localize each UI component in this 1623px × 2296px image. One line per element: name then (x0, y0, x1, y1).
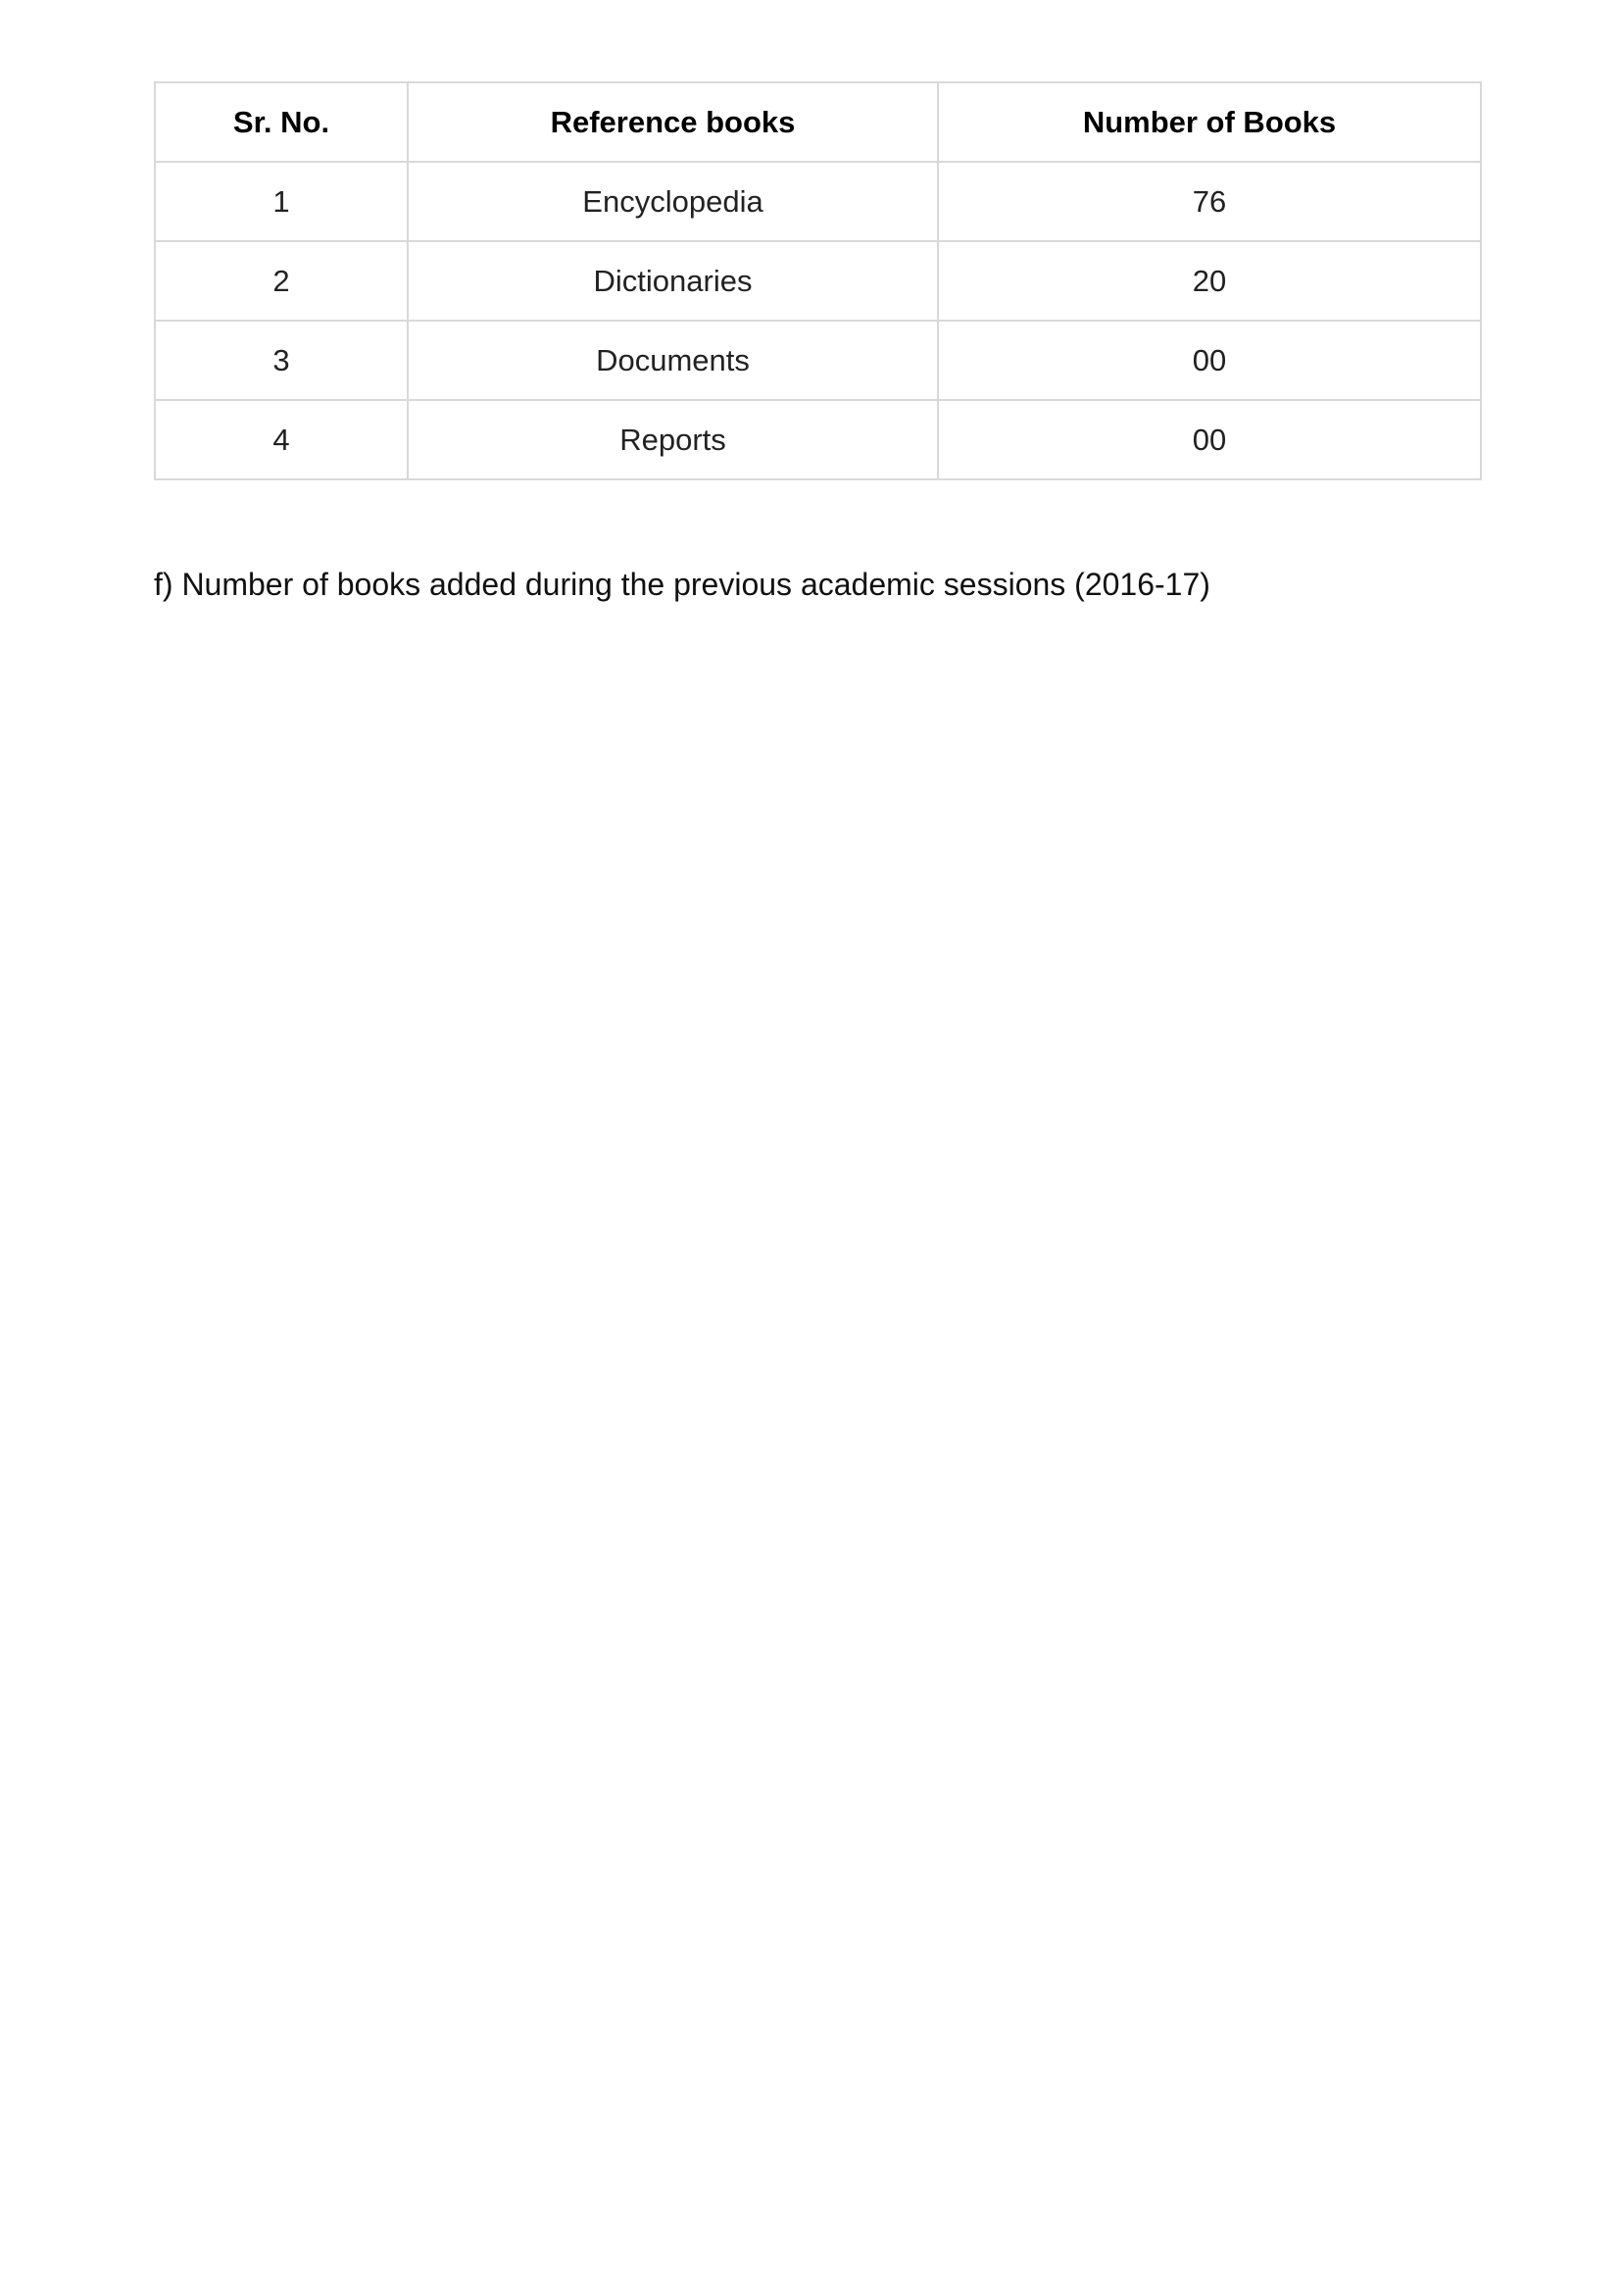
cell-number-of-books: 00 (938, 400, 1481, 479)
table-header-row (155, 82, 1481, 162)
cell-sr-no: 4 (155, 400, 408, 479)
table-row (155, 321, 1481, 400)
cell-reference-book: Reports (408, 400, 938, 479)
cell-sr-no: 1 (155, 162, 408, 241)
header-number-of-books: Number of Books (938, 82, 1481, 162)
header-reference-books: Reference books (408, 82, 938, 162)
cell-number-of-books: 76 (938, 162, 1481, 241)
cell-reference-book: Documents (408, 321, 938, 400)
cell-reference-book: Encyclopedia (408, 162, 938, 241)
cell-sr-no: 3 (155, 321, 408, 400)
table-row (155, 162, 1481, 241)
reference-books-table (154, 81, 1482, 480)
cell-number-of-books: 00 (938, 321, 1481, 400)
table-row (155, 400, 1481, 479)
table-row (155, 241, 1481, 321)
header-sr-no: Sr. No. (155, 82, 408, 162)
cell-number-of-books: 20 (938, 241, 1481, 321)
cell-sr-no: 2 (155, 241, 408, 321)
cell-reference-book: Dictionaries (408, 241, 938, 321)
section-f-heading: f) Number of books added during the previous academic sessions (2016-17) (154, 567, 1210, 602)
